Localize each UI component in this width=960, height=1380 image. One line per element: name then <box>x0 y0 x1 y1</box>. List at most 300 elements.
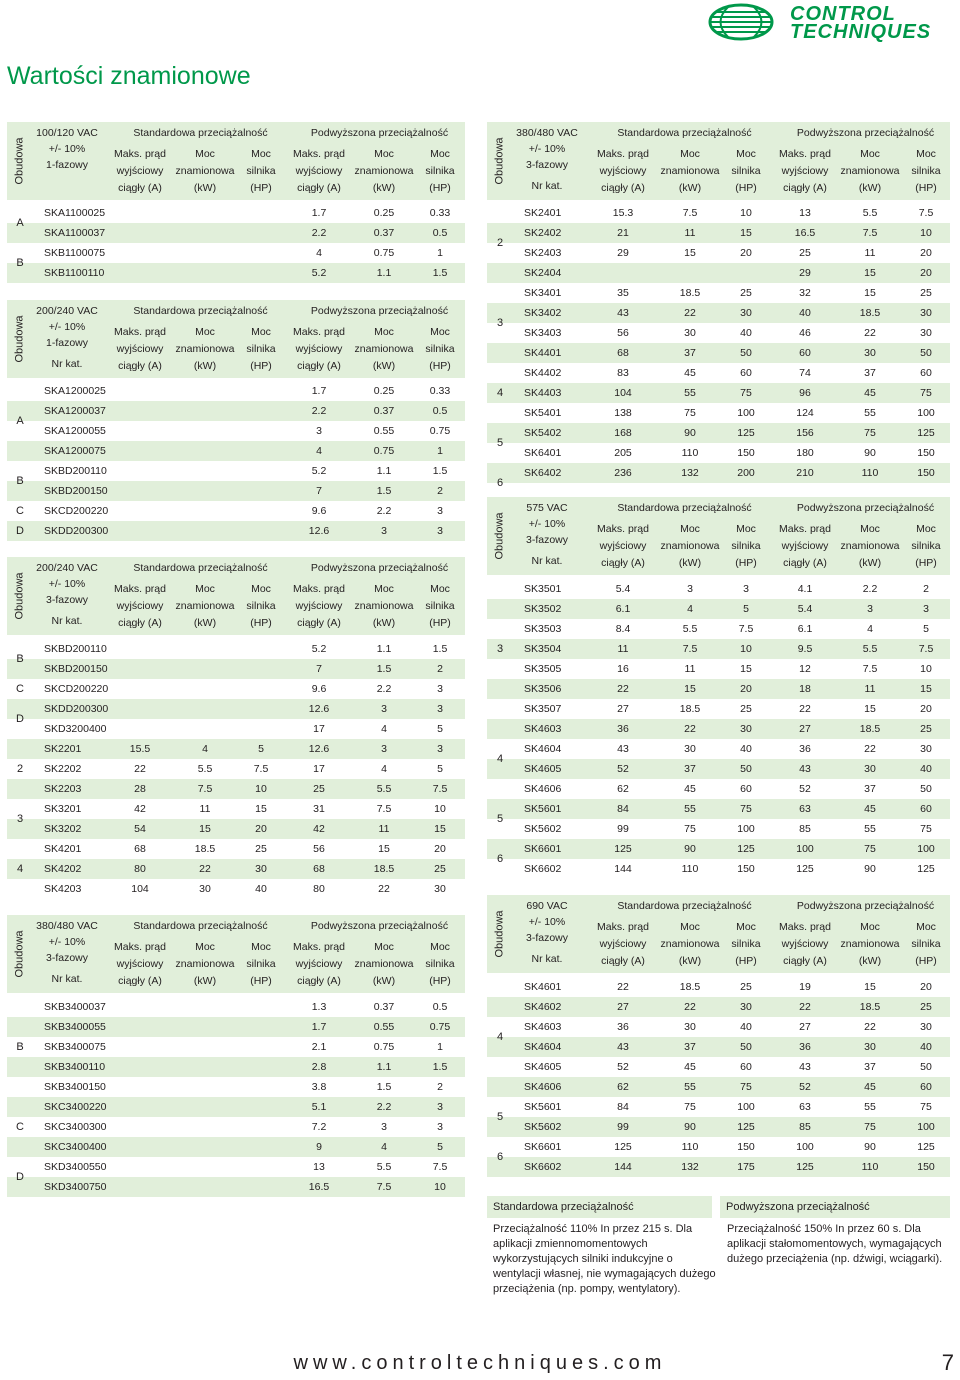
voltage-tolerance: +/- 10% <box>528 916 566 928</box>
rating-value: 45 <box>864 803 876 815</box>
rating-value: 5 <box>437 763 443 775</box>
rating-value: 3 <box>316 425 322 437</box>
rating-value: 36 <box>799 743 811 755</box>
table-row <box>7 401 465 421</box>
rating-value: 63 <box>799 803 811 815</box>
rating-value: 63 <box>799 1101 811 1113</box>
rating-value: 52 <box>617 1061 629 1073</box>
frame-size-label-box <box>7 915 33 993</box>
rating-value: 22 <box>684 1001 696 1013</box>
catalogue-number: SK4401 <box>524 347 562 359</box>
frame-size-text: Obudowa <box>494 512 506 560</box>
rating-value: 125 <box>737 427 755 439</box>
rating-value: 4 <box>381 1141 387 1153</box>
rating-value: 85 <box>799 823 811 835</box>
catalogue-number: SK2203 <box>44 783 82 795</box>
rating-value: 7.5 <box>253 763 269 775</box>
column-header-line1: Moc <box>374 326 394 338</box>
rating-value: 45 <box>684 1061 696 1073</box>
column-header-line3: ciągły (A) <box>783 955 827 967</box>
rating-value: 110 <box>681 863 699 875</box>
table-row <box>487 1057 950 1077</box>
rating-value: 6.1 <box>797 623 813 635</box>
catalogue-number: SKA1200055 <box>44 425 106 437</box>
table-row <box>487 383 950 403</box>
catalogue-number: SK5601 <box>524 1101 562 1113</box>
table-row <box>487 839 950 859</box>
catalogue-number: SK5402 <box>524 427 562 439</box>
rating-value: 17 <box>313 723 325 735</box>
rating-value: 55 <box>864 407 876 419</box>
rating-value: 1 <box>437 247 443 259</box>
table-row <box>487 1137 950 1157</box>
column-header-line3: (kW) <box>193 182 217 194</box>
rating-value: 20 <box>920 981 932 993</box>
rating-value: 5.2 <box>311 267 327 279</box>
rating-value: 75 <box>864 427 876 439</box>
column-header-line1: Moc <box>251 148 271 160</box>
column-header-line1: Maks. prąd <box>293 148 345 160</box>
column-header-line1: Moc <box>430 941 450 953</box>
catalogue-number: SK2202 <box>44 763 82 775</box>
column-header-line3: (kW) <box>678 955 702 967</box>
frame-size: C <box>16 1121 24 1133</box>
table-row <box>7 1077 465 1097</box>
column-header-line1: Maks. prąd <box>114 326 166 338</box>
frame-size: 5 <box>496 1111 504 1123</box>
rating-value: 5.4 <box>615 583 631 595</box>
rating-value: 15 <box>684 683 696 695</box>
rating-value: 22 <box>134 763 146 775</box>
rating-value: 25 <box>740 287 752 299</box>
frame-size: 4 <box>496 753 504 765</box>
rating-value: 50 <box>920 347 932 359</box>
rating-value: 75 <box>864 843 876 855</box>
rating-value: 150 <box>917 447 935 459</box>
column-header-line2: znamionowa <box>840 540 900 552</box>
rating-value: 20 <box>255 823 267 835</box>
frame-size-label-box <box>7 300 33 378</box>
column-header-line1: Moc <box>680 148 700 160</box>
column-header-line3: (HP) <box>735 182 757 194</box>
column-header-line2: silnika <box>246 958 276 970</box>
column-header-line1: Moc <box>736 148 756 160</box>
rating-value: 125 <box>614 843 632 855</box>
table-row <box>487 1097 950 1117</box>
standard-duty-header: Standardowa przeciążalność <box>133 127 268 139</box>
rating-value: 13 <box>799 207 811 219</box>
table-row <box>487 363 950 383</box>
table-row <box>7 997 465 1017</box>
rating-value: 236 <box>614 467 632 479</box>
table-row <box>7 719 465 739</box>
rating-value: 37 <box>684 1041 696 1053</box>
rating-value: 43 <box>799 763 811 775</box>
rating-value: 56 <box>617 327 629 339</box>
column-header-line3: ciągły (A) <box>118 617 162 629</box>
rating-value: 25 <box>920 1001 932 1013</box>
rating-value: 20 <box>740 247 752 259</box>
rating-value: 99 <box>617 1121 629 1133</box>
column-header-line1: Moc <box>860 523 880 535</box>
rating-value: 5.1 <box>311 1101 327 1113</box>
catalogue-number: SK4603 <box>524 1021 562 1033</box>
table-row <box>487 819 950 839</box>
rating-value: 36 <box>617 723 629 735</box>
rating-value: 74 <box>799 367 811 379</box>
rating-value: 30 <box>684 327 696 339</box>
catalogue-number: SK3503 <box>524 623 562 635</box>
column-header-line2: silnika <box>911 540 941 552</box>
rating-value: 125 <box>614 1141 632 1153</box>
column-header-line2: wyjściowy <box>295 165 343 177</box>
rating-value: 52 <box>799 1081 811 1093</box>
table-row <box>487 759 950 779</box>
rating-value: 110 <box>681 447 699 459</box>
supply-phase: 1-fazowy <box>45 159 89 171</box>
rating-value: 15 <box>199 823 211 835</box>
rating-value: 25 <box>920 723 932 735</box>
column-header-line3: ciągły (A) <box>297 360 341 372</box>
rating-value: 12.6 <box>308 743 330 755</box>
rating-value: 55 <box>864 823 876 835</box>
rating-value: 0.5 <box>432 1001 448 1013</box>
rating-value: 5.2 <box>311 643 327 655</box>
rating-value: 12 <box>799 663 811 675</box>
rating-value: 9.5 <box>797 643 813 655</box>
column-header-line3: (HP) <box>915 182 937 194</box>
rating-value: 3 <box>923 603 929 615</box>
column-header-line3: ciągły (A) <box>118 360 162 372</box>
rating-value: 3 <box>437 743 443 755</box>
frame-size-text: Obudowa <box>494 910 506 958</box>
column-header-line1: Moc <box>680 921 700 933</box>
rating-value: 25 <box>313 783 325 795</box>
rating-value: 84 <box>617 803 629 815</box>
rating-value: 5.2 <box>311 465 327 477</box>
rating-value: 7.5 <box>197 783 213 795</box>
catalogue-number-header: Nr kat. <box>51 973 83 985</box>
frame-size: B <box>16 475 24 487</box>
frame-size-label-box <box>7 557 33 635</box>
supply-voltage: 380/480 VAC <box>36 920 98 932</box>
rating-value: 11 <box>378 823 390 835</box>
column-header-line2: znamionowa <box>354 958 414 970</box>
rating-value: 0.75 <box>429 425 451 437</box>
rating-value: 1.5 <box>432 465 448 477</box>
frame-size: 3 <box>496 643 504 655</box>
rating-value: 50 <box>740 1041 752 1053</box>
rating-value: 1.1 <box>376 267 392 279</box>
catalogue-number: SKB1100110 <box>44 267 105 279</box>
column-header-line1: Moc <box>430 326 450 338</box>
rating-value: 7.5 <box>862 663 878 675</box>
rating-value: 125 <box>796 863 814 875</box>
rating-value: 3 <box>437 683 443 695</box>
column-header-line1: Moc <box>860 148 880 160</box>
catalogue-number: SKC3400400 <box>44 1141 107 1153</box>
voltage-tolerance: +/- 10% <box>48 321 86 333</box>
catalogue-number: SK3403 <box>524 327 562 339</box>
column-header-line2: znamionowa <box>354 165 414 177</box>
catalogue-number: SKA1200037 <box>44 405 106 417</box>
rating-value: 80 <box>134 863 146 875</box>
rating-value: 75 <box>740 803 752 815</box>
rating-value: 0.37 <box>373 405 395 417</box>
column-header-line2: wyjściowy <box>781 938 829 950</box>
column-header-line3: ciągły (A) <box>297 617 341 629</box>
rating-value: 150 <box>917 1161 935 1173</box>
catalogue-number: SK4604 <box>524 1041 562 1053</box>
catalogue-number: SKD3200400 <box>44 723 107 735</box>
rating-value: 168 <box>614 427 632 439</box>
rating-value: 125 <box>917 863 935 875</box>
rating-value: 27 <box>617 703 629 715</box>
supply-voltage: 200/240 VAC <box>36 305 98 317</box>
rating-value: 3 <box>743 583 749 595</box>
rating-value: 55 <box>684 803 696 815</box>
rating-value: 7.2 <box>311 1121 327 1133</box>
heavy-duty-header: Podwyższona przeciążalność <box>310 127 449 139</box>
rating-value: 0.75 <box>373 1041 395 1053</box>
rating-value: 42 <box>313 823 325 835</box>
voltage-tolerance: +/- 10% <box>48 578 86 590</box>
catalogue-number: SKA1100025 <box>44 207 106 219</box>
column-header-line1: Maks. prąd <box>597 921 649 933</box>
rating-value: 150 <box>917 467 935 479</box>
column-header-line2: wyjściowy <box>295 343 343 355</box>
column-header-line1: Moc <box>251 941 271 953</box>
column-header-line3: (kW) <box>193 617 217 629</box>
table-row <box>7 699 465 719</box>
column-header-line2: silnika <box>911 165 941 177</box>
table-row <box>487 977 950 997</box>
frame-size: D <box>16 1171 24 1183</box>
rating-value: 104 <box>614 387 632 399</box>
rating-value: 100 <box>737 1101 755 1113</box>
rating-value: 3 <box>381 1121 387 1133</box>
rating-value: 1.5 <box>432 267 448 279</box>
rating-table <box>487 497 950 879</box>
table-row <box>7 461 465 481</box>
rating-value: 18.5 <box>679 981 701 993</box>
frame-size: A <box>16 217 24 229</box>
rating-value: 40 <box>799 307 811 319</box>
rating-value: 30 <box>740 723 752 735</box>
column-header-line2: wyjściowy <box>116 958 164 970</box>
rating-value: 12.6 <box>308 703 330 715</box>
rating-value: 4 <box>316 247 322 259</box>
rating-value: 16.5 <box>794 227 816 239</box>
table-row <box>7 381 465 401</box>
rating-value: 50 <box>920 1061 932 1073</box>
rating-value: 30 <box>740 1001 752 1013</box>
rating-value: 40 <box>255 883 267 895</box>
rating-value: 9.6 <box>311 683 327 695</box>
rating-value: 55 <box>684 387 696 399</box>
supply-phase: 3-fazowy <box>45 594 89 606</box>
rating-value: 3 <box>381 703 387 715</box>
rating-value: 29 <box>799 267 811 279</box>
column-header-line3: (HP) <box>429 360 451 372</box>
frame-size-text: Obudowa <box>14 137 26 185</box>
column-header-line2: wyjściowy <box>599 938 647 950</box>
standard-duty-header: Standardowa przeciążalność <box>617 127 752 139</box>
column-header-line1: Maks. prąd <box>779 523 831 535</box>
table-row <box>487 779 950 799</box>
rating-value: 205 <box>614 447 632 459</box>
page-title: Wartości znamionowe <box>7 62 251 90</box>
rating-value: 54 <box>134 823 146 835</box>
catalogue-number: SKB3400037 <box>44 1001 106 1013</box>
rating-value: 8.4 <box>615 623 631 635</box>
voltage-tolerance: +/- 10% <box>48 143 86 155</box>
rating-value: 22 <box>199 863 211 875</box>
table-row <box>487 619 950 639</box>
rating-value: 30 <box>255 863 267 875</box>
rating-value: 15 <box>740 227 752 239</box>
standard-duty-header: Standardowa przeciążalność <box>617 900 752 912</box>
catalogue-number: SK5401 <box>524 407 562 419</box>
catalogue-number: SKDD200300 <box>44 703 109 715</box>
column-header-line1: Moc <box>736 921 756 933</box>
rating-value: 0.75 <box>429 1021 451 1033</box>
catalogue-number: SKBD200150 <box>44 485 108 497</box>
rating-value: 2.2 <box>376 1101 392 1113</box>
rating-value: 22 <box>617 981 629 993</box>
rating-value: 6.1 <box>615 603 631 615</box>
catalogue-number-header: Nr kat. <box>51 615 83 627</box>
rating-value: 15 <box>684 247 696 259</box>
column-header-line3: (HP) <box>250 360 272 372</box>
table-row <box>7 421 465 441</box>
column-header-line3: (HP) <box>250 617 272 629</box>
rating-value: 55 <box>684 1081 696 1093</box>
frame-size: C <box>16 505 24 517</box>
catalogue-number: SKCD200220 <box>44 683 109 695</box>
column-header-line2: silnika <box>731 938 761 950</box>
rating-value: 4 <box>687 603 693 615</box>
supply-phase: 3-fazowy <box>45 952 89 964</box>
column-header-line3: (kW) <box>858 955 882 967</box>
rating-value: 4.1 <box>797 583 813 595</box>
heavy-duty-header: Podwyższona przeciążalność <box>310 920 449 932</box>
column-header-line2: wyjściowy <box>295 600 343 612</box>
rating-value: 40 <box>920 763 932 775</box>
rating-value: 100 <box>917 843 935 855</box>
rating-value: 11 <box>617 643 629 655</box>
rating-value: 2 <box>437 663 443 675</box>
rating-value: 15 <box>740 663 752 675</box>
column-header-line3: (HP) <box>250 182 272 194</box>
catalogue-number: SK4603 <box>524 723 562 735</box>
column-header-line3: ciągły (A) <box>118 975 162 987</box>
table-row <box>7 441 465 461</box>
rating-value: 29 <box>617 247 629 259</box>
frame-size-label-box <box>487 895 513 973</box>
table-row <box>487 343 950 363</box>
rating-value: 60 <box>920 803 932 815</box>
catalogue-number: SK4402 <box>524 367 562 379</box>
table-row <box>487 223 950 243</box>
catalogue-number: SKC3400220 <box>44 1101 107 1113</box>
column-header-line3: ciągły (A) <box>297 975 341 987</box>
footer-url: www.controltechniques.com <box>293 1352 667 1374</box>
rating-value: 10 <box>434 803 446 815</box>
rating-value: 52 <box>799 783 811 795</box>
catalogue-number: SK3201 <box>44 803 82 815</box>
rating-value: 27 <box>799 1021 811 1033</box>
table-row <box>487 1077 950 1097</box>
rating-value: 30 <box>434 883 446 895</box>
table-row <box>7 759 465 779</box>
rating-value: 15 <box>255 803 267 815</box>
column-header-line2: znamionowa <box>354 343 414 355</box>
supply-phase: 1-fazowy <box>45 337 89 349</box>
column-header-line1: Maks. prąd <box>293 941 345 953</box>
rating-value: 62 <box>617 783 629 795</box>
rating-value: 4 <box>381 723 387 735</box>
column-header-line1: Maks. prąd <box>293 583 345 595</box>
rating-value: 7.5 <box>432 783 448 795</box>
table-row <box>487 323 950 343</box>
column-header-line3: (HP) <box>915 955 937 967</box>
brand-line1: CONTROL <box>790 3 896 25</box>
rating-value: 110 <box>861 467 879 479</box>
page-number: 7 <box>941 1350 954 1375</box>
rating-value: 3 <box>437 505 443 517</box>
column-header-line1: Moc <box>680 523 700 535</box>
catalogue-number: SK4606 <box>524 1081 562 1093</box>
heavy-duty-header: Podwyższona przeciążalność <box>310 305 449 317</box>
rating-value: 11 <box>864 247 876 259</box>
rating-value: 150 <box>737 447 755 459</box>
column-header-line3: (HP) <box>429 182 451 194</box>
column-header-line3: (kW) <box>678 182 702 194</box>
rating-value: 2.2 <box>311 227 327 239</box>
rating-value: 75 <box>684 823 696 835</box>
rating-value: 13 <box>313 1161 325 1173</box>
catalogue-number: SK6402 <box>524 467 562 479</box>
column-header-line2: znamionowa <box>660 165 720 177</box>
catalogue-number: SK3507 <box>524 703 562 715</box>
catalogue-number: SK3504 <box>524 643 562 655</box>
column-header-line1: Moc <box>430 148 450 160</box>
column-header-line1: Moc <box>916 148 936 160</box>
rating-value: 75 <box>864 1121 876 1133</box>
rating-value: 10 <box>740 207 752 219</box>
column-header-line1: Maks. prąd <box>779 921 831 933</box>
frame-size: D <box>16 525 24 537</box>
column-header-line2: wyjściowy <box>781 165 829 177</box>
rating-value: 1.7 <box>311 385 327 397</box>
table-row <box>7 223 465 243</box>
catalogue-number: SKB3400150 <box>44 1081 106 1093</box>
table-row <box>487 719 950 739</box>
rating-value: 60 <box>799 347 811 359</box>
column-header-line3: (kW) <box>858 557 882 569</box>
rating-value: 45 <box>684 783 696 795</box>
table-row <box>7 739 465 759</box>
frame-size-label-box <box>487 497 513 575</box>
frame-size: 6 <box>496 853 504 865</box>
catalogue-number: SKD3400550 <box>44 1161 107 1173</box>
rating-value: 75 <box>740 387 752 399</box>
rating-value: 0.37 <box>373 227 395 239</box>
frame-size-label-box <box>487 122 513 200</box>
rating-value: 30 <box>684 1021 696 1033</box>
rating-value: 0.75 <box>373 247 395 259</box>
